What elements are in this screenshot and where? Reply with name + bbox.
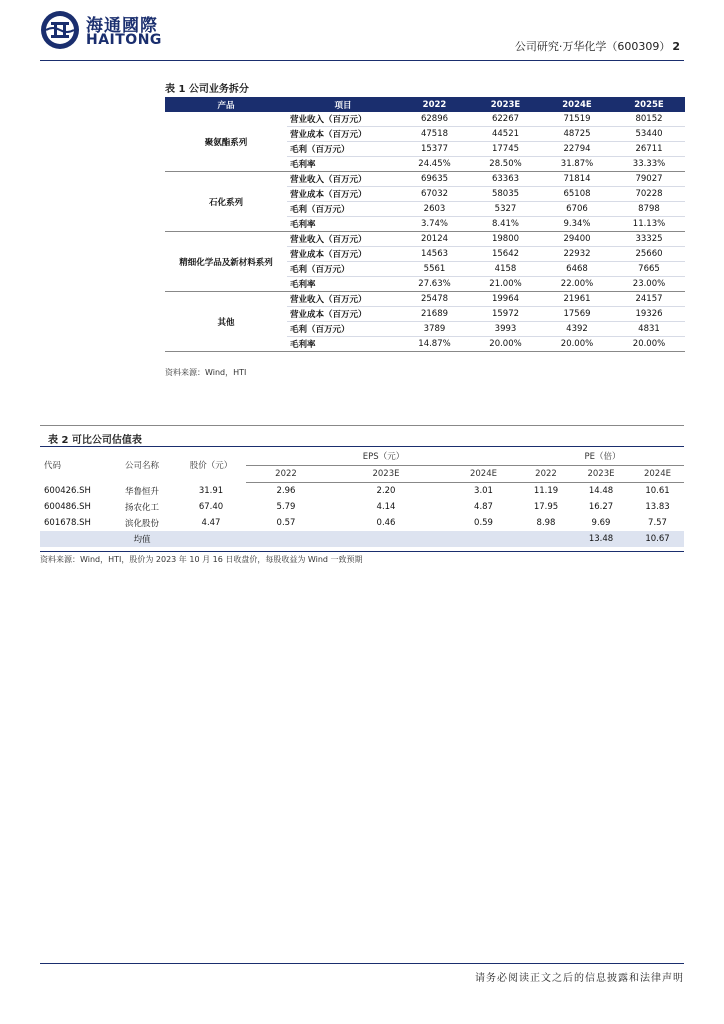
eps-value: 0.57 xyxy=(276,518,296,528)
table-row xyxy=(165,112,685,127)
table-cell: 4158 xyxy=(470,262,541,277)
table-cell: 4392 xyxy=(541,322,613,337)
eps-value: 2.96 xyxy=(276,486,296,496)
pe-value: 16.27 xyxy=(588,502,614,512)
table2-head-eps: EPS（元） xyxy=(246,447,521,466)
table-cell: 5327 xyxy=(470,202,541,217)
table-cell: 23.00% xyxy=(613,277,685,292)
table-cell: 4831 xyxy=(613,322,685,337)
table-cell: 20.00% xyxy=(470,337,541,352)
table1-col-header: 项目 xyxy=(287,97,399,112)
table2-year: 2024E xyxy=(446,466,521,483)
eps-value: 5.79 xyxy=(276,502,296,512)
table-cell: 22932 xyxy=(541,247,613,262)
item-label: 营业成本（百万元） xyxy=(287,307,399,322)
item-label: 营业成本（百万元） xyxy=(287,187,399,202)
table-cell: 14563 xyxy=(399,247,470,262)
table-cell: 3789 xyxy=(399,322,470,337)
table-cell: 6468 xyxy=(541,262,613,277)
table-cell: 80152 xyxy=(613,112,685,127)
table-row xyxy=(40,499,684,515)
table-cell: 25660 xyxy=(613,247,685,262)
page-number: 2 xyxy=(672,40,680,53)
company-name: 扬农化工 xyxy=(124,503,159,513)
table-cell: 19800 xyxy=(470,232,541,247)
table-cell: 19326 xyxy=(613,307,685,322)
eps-value: 4.87 xyxy=(474,502,493,512)
table-cell: 22794 xyxy=(541,142,613,157)
company-name: 华鲁恒升 xyxy=(124,486,159,497)
code: 601678.SH xyxy=(44,518,91,528)
code: 600426.SH xyxy=(44,485,91,496)
item-label: 营业收入（百万元） xyxy=(287,172,399,187)
table-cell: 20.00% xyxy=(613,337,685,352)
product-name: 聚氨酯系列 xyxy=(165,112,287,172)
eps-value: 4.14 xyxy=(376,502,396,512)
table-cell: 33.33% xyxy=(613,157,685,172)
price: 31.91 xyxy=(198,485,224,496)
table-cell: 48725 xyxy=(541,127,613,142)
table2-body xyxy=(40,483,684,532)
table-cell: 63363 xyxy=(470,172,541,187)
table-cell: 15972 xyxy=(470,307,541,322)
table-cell: 6706 xyxy=(541,202,613,217)
haitong-logo xyxy=(40,8,170,56)
item-label: 毛利率 xyxy=(287,277,399,292)
table1-col-header: 2022 xyxy=(399,97,470,112)
table2-top-divider xyxy=(40,425,684,426)
price: 4.47 xyxy=(201,518,221,528)
table-cell: 7665 xyxy=(613,262,685,277)
table-cell: 15377 xyxy=(399,142,470,157)
pe-value: 14.48 xyxy=(588,486,614,496)
table1-body xyxy=(165,112,685,352)
item-label: 毛利（百万元） xyxy=(287,322,399,337)
logo-text-en: HAITONG xyxy=(86,32,162,48)
table-cell: 5561 xyxy=(399,262,470,277)
table-cell: 8798 xyxy=(613,202,685,217)
pe-value: 13.83 xyxy=(645,502,670,512)
average-pe-2024e: 10.67 xyxy=(631,531,684,547)
table-row xyxy=(165,172,685,187)
table-cell: 15642 xyxy=(470,247,541,262)
item-label: 营业收入（百万元） xyxy=(287,292,399,307)
item-label: 毛利（百万元） xyxy=(287,142,399,157)
table-cell: 71519 xyxy=(541,112,613,127)
table-cell: 58035 xyxy=(470,187,541,202)
item-label: 毛利（百万元） xyxy=(287,262,399,277)
table1-source: 资料来源：Wind，HTI xyxy=(165,368,247,377)
logo-text-cn: 海通國際 xyxy=(86,16,158,36)
table2-header-row xyxy=(40,447,684,466)
eps-value: 0.59 xyxy=(474,518,493,528)
table-cell: 24.45% xyxy=(399,157,470,172)
pe-value: 9.69 xyxy=(591,518,611,528)
valuation-table xyxy=(40,446,684,547)
product-name: 石化系列 xyxy=(165,172,287,232)
haitong-logo-icon xyxy=(40,10,80,50)
table2-average-row xyxy=(40,531,684,547)
table-cell: 19964 xyxy=(470,292,541,307)
table-cell: 8.41% xyxy=(470,217,541,232)
product-name: 精细化学品及新材料系列 xyxy=(165,232,287,292)
table2-title: 表 2 可比公司估值表 xyxy=(48,435,142,446)
table-cell: 14.87% xyxy=(399,337,470,352)
table-cell: 21.00% xyxy=(470,277,541,292)
company-name: 滨化股份 xyxy=(124,519,159,529)
table-cell: 9.34% xyxy=(541,217,613,232)
table2-year: 2022 xyxy=(246,466,326,483)
table-cell: 2603 xyxy=(399,202,470,217)
table-cell: 44521 xyxy=(470,127,541,142)
footer-disclaimer: 请务必阅读正文之后的信息披露和法律声明 xyxy=(475,973,684,984)
business-breakdown-table xyxy=(165,97,685,352)
table2-bottom-divider xyxy=(40,551,684,552)
table-cell: 20124 xyxy=(399,232,470,247)
header-divider xyxy=(40,60,684,61)
table-cell: 27.63% xyxy=(399,277,470,292)
table1-col-header: 产品 xyxy=(165,97,287,112)
table-row xyxy=(165,292,685,307)
price: 67.40 xyxy=(198,502,224,512)
table1-header-row xyxy=(165,97,685,112)
table1-col-header: 2023E xyxy=(470,97,541,112)
table2-head-price: 股价（元） xyxy=(176,447,246,483)
table-cell: 20.00% xyxy=(541,337,613,352)
table-cell: 70228 xyxy=(613,187,685,202)
average-label: 均值 xyxy=(108,531,176,547)
average-pe-2023e: 13.48 xyxy=(571,531,631,547)
table-row xyxy=(40,515,684,531)
page-header xyxy=(40,8,684,63)
table-cell: 79027 xyxy=(613,172,685,187)
pe-value: 8.98 xyxy=(536,518,556,528)
table-cell: 25478 xyxy=(399,292,470,307)
doc-info xyxy=(515,38,680,54)
item-label: 营业收入（百万元） xyxy=(287,112,399,127)
footer-divider xyxy=(40,963,684,964)
eps-value: 2.20 xyxy=(376,486,396,496)
table2-head-code: 代码 xyxy=(40,447,108,483)
eps-value: 3.01 xyxy=(474,486,493,496)
table-cell: 3.74% xyxy=(399,217,470,232)
table-cell: 28.50% xyxy=(470,157,541,172)
table1-col-header: 2024E xyxy=(541,97,613,112)
item-label: 毛利率 xyxy=(287,337,399,352)
doc-info-text: 公司研究·万华化学（600309） xyxy=(514,40,671,53)
item-label: 毛利率 xyxy=(287,157,399,172)
table-cell: 31.87% xyxy=(541,157,613,172)
table-cell: 21961 xyxy=(541,292,613,307)
table-cell: 29400 xyxy=(541,232,613,247)
item-label: 毛利（百万元） xyxy=(287,202,399,217)
pe-value: 17.95 xyxy=(533,502,559,512)
table-cell: 24157 xyxy=(613,292,685,307)
table2-source: 资料来源：Wind，HTI，股价为 2023 年 10 月 16 日收盘价，每股收益为 Wind 一致预期 xyxy=(40,555,363,564)
item-label: 营业收入（百万元） xyxy=(287,232,399,247)
eps-value: 0.46 xyxy=(376,518,396,528)
table2-head-pe: PE（倍） xyxy=(521,447,684,466)
table-cell: 47518 xyxy=(399,127,470,142)
pe-value: 10.61 xyxy=(645,486,670,496)
table-cell: 62896 xyxy=(399,112,470,127)
table1-col-header: 2025E xyxy=(613,97,685,112)
code: 600486.SH xyxy=(44,502,91,512)
item-label: 营业成本（百万元） xyxy=(287,247,399,262)
table-row xyxy=(165,232,685,247)
item-label: 毛利率 xyxy=(287,217,399,232)
table-cell: 17745 xyxy=(470,142,541,157)
table-cell: 53440 xyxy=(613,127,685,142)
table-cell: 33325 xyxy=(613,232,685,247)
item-label: 营业成本（百万元） xyxy=(287,127,399,142)
table-cell: 11.13% xyxy=(613,217,685,232)
table2-head-name: 公司名称 xyxy=(108,447,176,483)
table2-year: 2024E xyxy=(631,466,684,483)
table-cell: 67032 xyxy=(399,187,470,202)
pe-value: 11.19 xyxy=(533,486,559,496)
table-cell: 22.00% xyxy=(541,277,613,292)
table-cell: 62267 xyxy=(470,112,541,127)
table-cell: 69635 xyxy=(399,172,470,187)
table-cell: 26711 xyxy=(613,142,685,157)
table2-year: 2023E xyxy=(571,466,631,483)
table-cell: 65108 xyxy=(541,187,613,202)
product-name: 其他 xyxy=(165,292,287,352)
table-cell: 3993 xyxy=(470,322,541,337)
table1-title: 表 1 公司业务拆分 xyxy=(165,84,249,95)
pe-value: 7.57 xyxy=(648,518,667,528)
table-cell: 21689 xyxy=(399,307,470,322)
table-cell: 71814 xyxy=(541,172,613,187)
table2-year: 2022 xyxy=(521,466,571,483)
table-row xyxy=(40,483,684,500)
table2-year: 2023E xyxy=(326,466,446,483)
table-cell: 17569 xyxy=(541,307,613,322)
